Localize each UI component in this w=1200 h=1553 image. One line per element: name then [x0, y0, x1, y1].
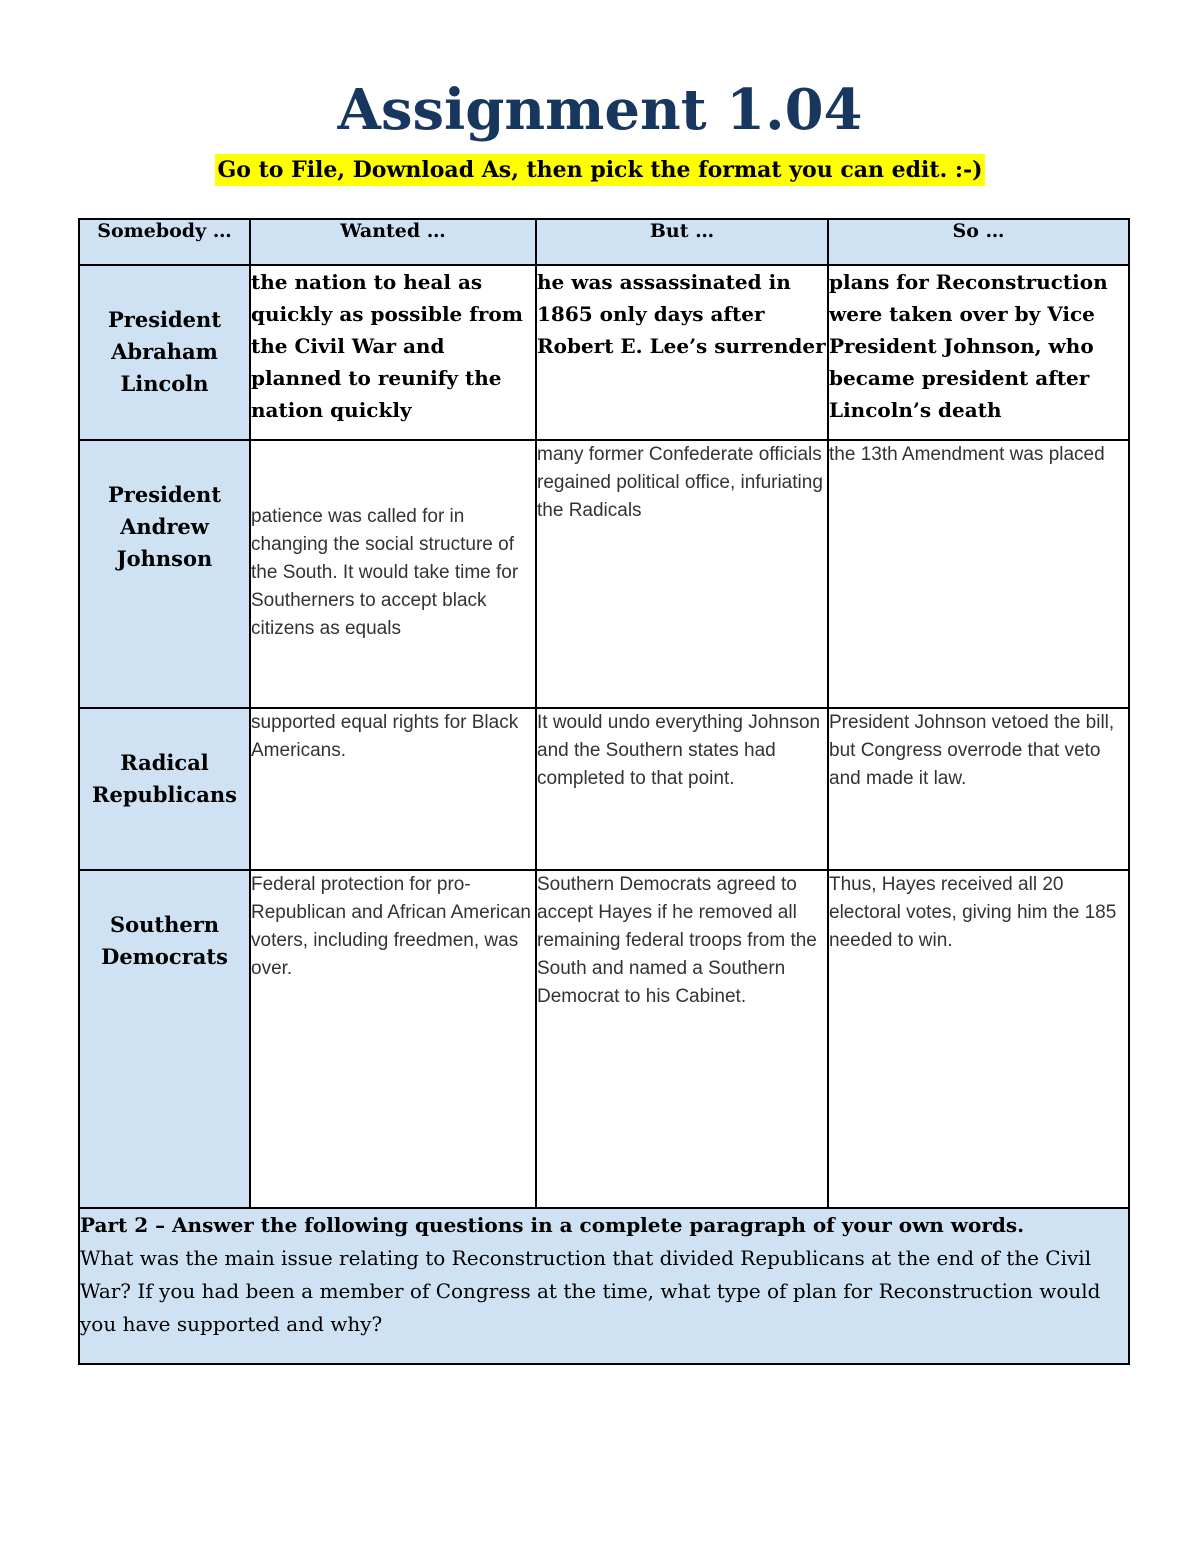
- table-row: [79, 265, 1129, 440]
- but-cell: Southern Democrats agreed to accept Hayes if he removed all remaining federal troops from the South and named a Southern Democrat to his Cabinet.: [536, 870, 828, 1208]
- header-row: [79, 219, 1129, 265]
- sbss-table: [78, 218, 1130, 1365]
- table-row: [79, 440, 1129, 708]
- part2-question: What was the main issue relating to Reconstruction that divided Republicans at the end of the Civil War? If you had been a member of Congress at the time, what type of plan for Reconstruction would you have supported and why?: [80, 1246, 1101, 1336]
- somebody-text: President Abraham Lincoln: [107, 307, 222, 396]
- but-cell: he was assassinated in 1865 only days after Robert E. Lee’s surrender: [536, 265, 828, 440]
- somebody-text: Radical Republicans: [92, 750, 237, 807]
- somebody-cell: [79, 708, 250, 870]
- part2-cell: [79, 1208, 1129, 1364]
- header-but: But …: [536, 219, 828, 265]
- wanted-cell: supported equal rights for Black Americans.: [250, 708, 536, 870]
- wanted-cell: patience was called for in changing the social structure of the South. It would take time for Southerners to accept black citizens as equals: [250, 440, 536, 708]
- instruction-text: Go to File, Download As, then pick the format you can edit. :-): [215, 154, 984, 186]
- header-wanted: Wanted …: [250, 219, 536, 265]
- wanted-cell: the nation to heal as quickly as possible from the Civil War and planned to reunify the nation quickly: [250, 265, 536, 440]
- but-cell: many former Confederate officials regained political office, infuriating the Radicals: [536, 440, 828, 708]
- but-cell: It would undo everything Johnson and the Southern states had completed to that point.: [536, 708, 828, 870]
- part2-row: [79, 1208, 1129, 1364]
- so-cell: plans for Reconstruction were taken over by Vice President Johnson, who became president after Lincoln’s death: [828, 265, 1129, 440]
- somebody-cell: [79, 265, 250, 440]
- table-row: [79, 870, 1129, 1208]
- page-title: Assignment 1.04: [337, 77, 863, 143]
- somebody-cell: [79, 870, 250, 1208]
- so-cell: the 13th Amendment was placed: [828, 440, 1129, 708]
- so-cell: Thus, Hayes received all 20 electoral votes, giving him the 185 needed to win.: [828, 870, 1129, 1208]
- wanted-cell: Federal protection for pro-Republican and African American voters, including freedmen, was over.: [250, 870, 536, 1208]
- so-cell: President Johnson vetoed the bill, but Congress overrode that veto and made it law.: [828, 708, 1129, 870]
- somebody-text: Southern Democrats: [101, 912, 228, 969]
- header-so: So …: [828, 219, 1129, 265]
- part2-heading: Part 2 – Answer the following questions in a complete paragraph of your own words.: [80, 1213, 1025, 1237]
- instruction-banner: [0, 154, 1200, 186]
- header-somebody: Somebody …: [79, 219, 250, 265]
- somebody-cell: [79, 440, 250, 708]
- somebody-text: President Andrew Johnson: [107, 482, 222, 571]
- table-row: [79, 708, 1129, 870]
